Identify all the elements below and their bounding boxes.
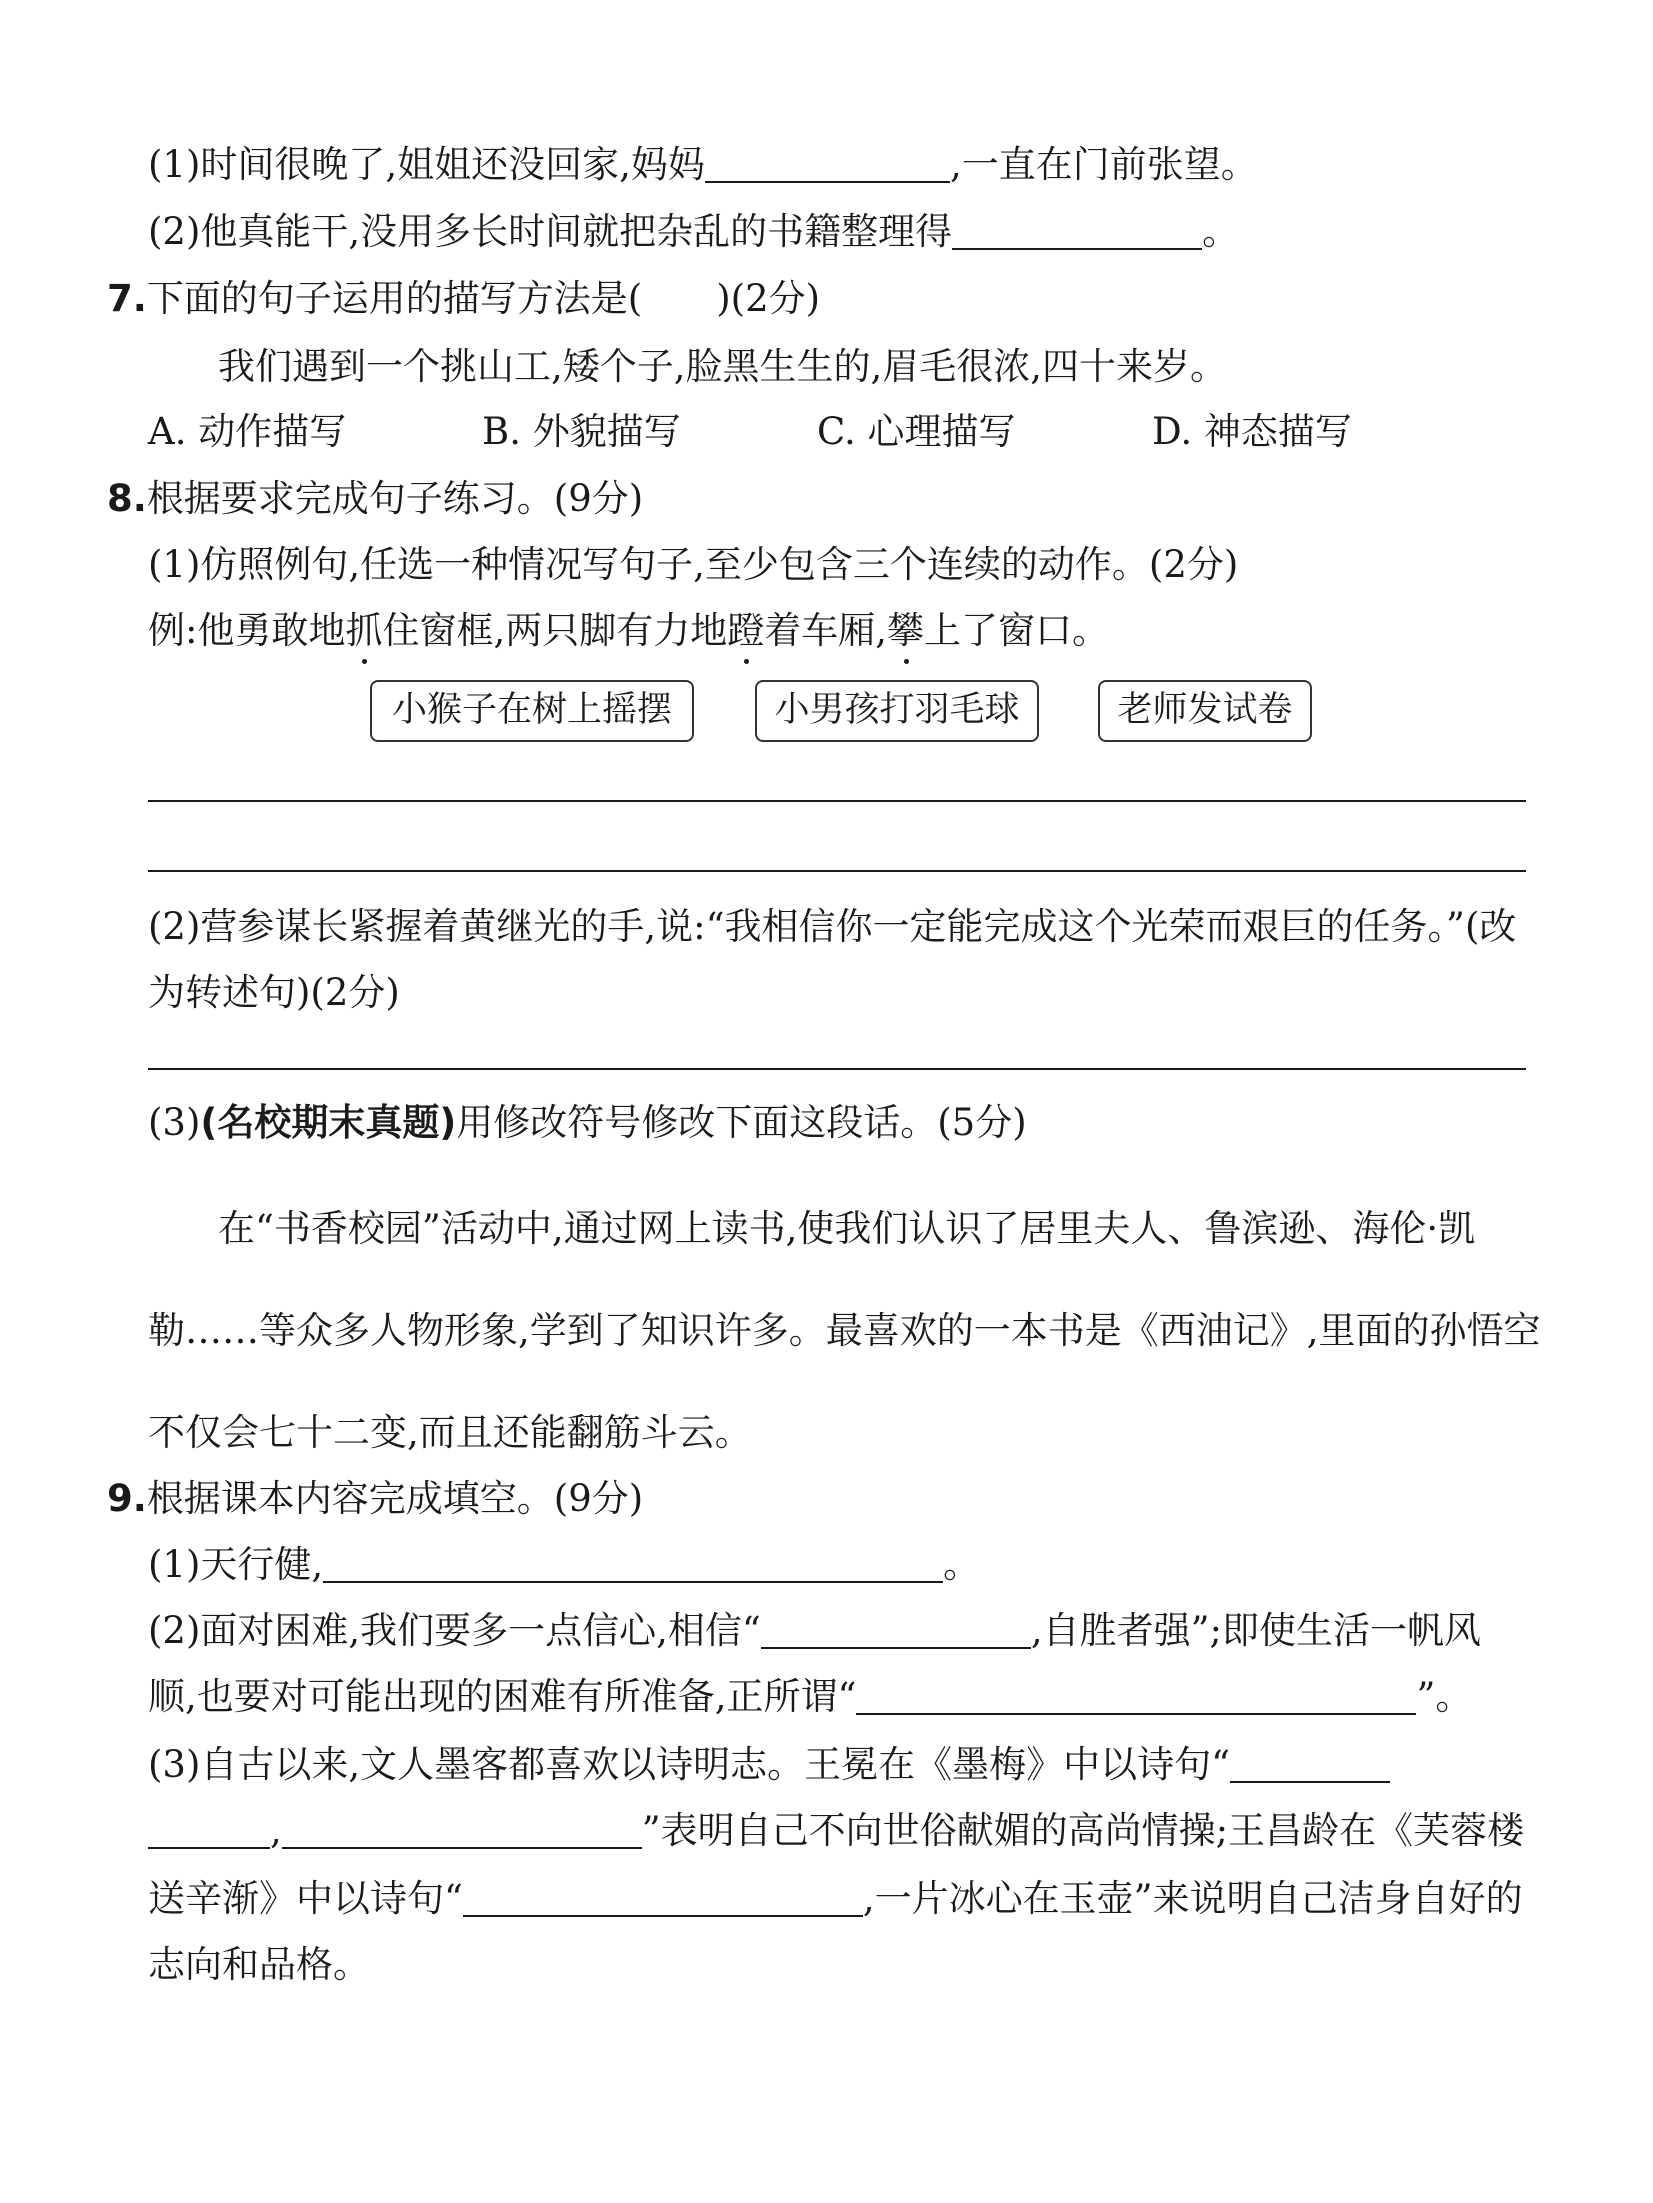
q8-example-text-2: 住窗框,两只脚有力地 [382,609,728,652]
q8-part3-number: (3) [148,1101,201,1144]
q7-stem [107,277,821,320]
q9-p2-text-c: 顺,也要对可能出现的困难有所准备,正所谓“ [148,1675,857,1718]
q7-stem-text: 下面的句子运用的描写方法是( )(2分) [146,277,821,320]
q8-example [148,609,1109,652]
q8-example-text-1: 例:他勇敢地 [148,609,346,652]
q8-number: 8. [107,477,147,520]
q9-number: 9. [107,1477,147,1520]
q9-p3-blank-1b[interactable] [148,1817,270,1849]
q6-s2-blank[interactable] [952,218,1202,250]
q8-paragraph-line-3: 不仅会七十二变,而且还能翻筋斗云。 [148,1411,752,1454]
q9-p3-text-e: ,一片冰心在玉壶”来说明自己洁身自好的 [862,1877,1523,1920]
q8-part3-instruction [148,1101,1027,1144]
q9-p1-blank[interactable] [323,1551,943,1583]
q6-s1-blank[interactable] [705,151,950,183]
q9-p2-text-a: (2)面对困难,我们要多一点信心,相信“ [148,1609,761,1652]
q9-p3-text-a: (3)自古以来,文人墨客都喜欢以诗明志。王冕在《墨梅》中以诗句“ [148,1743,1231,1786]
q7-number: 7. [107,277,147,320]
q9-p1-text-a: (1)天行健, [148,1543,324,1586]
q9-p3-blank-3[interactable] [463,1885,863,1917]
q9-p2-text-d: ”。 [1416,1675,1473,1718]
q8-example-dot-2: 蹬 [727,609,765,652]
q9-part3-line-1 [148,1743,1390,1786]
q9-p2-blank-1[interactable] [761,1617,1031,1649]
q8-answer-line-1[interactable] [148,800,1526,802]
q8-example-text-4: 上了窗口。 [924,609,1109,652]
q6-sentence-2 [148,210,1240,253]
q6-sentence-1 [148,143,1258,186]
q8-paragraph-line-2: 勒……等众多人物形象,学到了知识许多。最喜欢的一本书是《西油记》,里面的孙悟空 [148,1309,1541,1352]
q9-p3-blank-1a[interactable] [1230,1751,1390,1783]
q9-part3-line-4: 志向和品格。 [148,1943,370,1986]
q7-option-c[interactable]: C. 心理描写 [817,410,1016,453]
q8-choice-monkey[interactable]: 小猴子在树上摇摆 [370,680,694,742]
q9-p3-text-b: , [270,1809,282,1852]
q8-paragraph-line-1: 在“书香校园”活动中,通过网上读书,使我们认识了居里夫人、鲁滨逊、海伦·凯 [218,1207,1476,1250]
q8-part1-instruction: (1)仿照例句,任选一种情况写句子,至少包含三个连续的动作。(2分) [148,543,1239,586]
q9-part2-line-1 [148,1609,1482,1652]
q7-option-a[interactable]: A. 动作描写 [148,410,347,453]
q8-choice-teacher[interactable]: 老师发试卷 [1098,680,1312,742]
q8-answer-line-2[interactable] [148,870,1526,872]
q9-part3-line-3 [148,1877,1523,1920]
q7-option-d[interactable]: D. 神态描写 [1152,410,1352,453]
q9-stem [107,1477,644,1520]
q7-option-b[interactable]: B. 外貌描写 [482,410,681,453]
q9-p3-blank-2[interactable] [282,1817,642,1849]
q8-part3-source-tag: (名校期末真题) [200,1101,457,1144]
q9-p3-text-d: 送辛渐》中以诗句“ [148,1877,463,1920]
q9-p1-text-b: 。 [943,1543,981,1586]
q8-stem-text: 根据要求完成句子练习。(9分) [146,477,644,520]
q8-part3-text: 用修改符号修改下面这段话。(5分) [456,1101,1027,1144]
q9-part3-line-2 [148,1809,1525,1852]
q9-stem-text: 根据课本内容完成填空。(9分) [146,1477,644,1520]
q9-part2-line-2 [148,1675,1473,1718]
q9-p2-text-b: ,自胜者强”;即使生活一帆风 [1030,1609,1482,1652]
q8-stem [107,477,644,520]
q6-s2-text-a: (2)他真能干,没用多长时间就把杂乱的书籍整理得 [148,210,953,253]
q6-s2-text-b: 。 [1202,210,1240,253]
q9-p2-blank-2[interactable] [856,1683,1416,1715]
q8-choice-badminton[interactable]: 小男孩打羽毛球 [755,680,1039,742]
q8-part2-line-1: (2)营参谋长紧握着黄继光的手,说:“我相信你一定能完成这个光荣而艰巨的任务。”(改 [148,905,1517,948]
q8-example-dot-1: 抓 [345,609,383,652]
q8-part2-answer-line[interactable] [148,1068,1526,1070]
q6-s1-text-b: ,一直在门前张望。 [949,143,1258,186]
q8-part2-line-2: 为转述句)(2分) [148,971,400,1014]
q8-example-text-3: 着车厢, [764,609,887,652]
q7-sentence [218,345,1228,388]
q7-sentence-text: 我们遇到一个挑山工,矮个子,脸黑生生的,眉毛很浓,四十来岁。 [218,345,1228,388]
q9-p3-text-c: ”表明自己不向世俗献媚的高尚情操;王昌龄在《芙蓉楼 [641,1809,1525,1852]
q9-part1 [148,1543,981,1586]
q6-s1-text-a: (1)时间很晚了,姐姐还没回家,妈妈 [148,143,705,186]
q8-example-dot-3: 攀 [887,609,924,652]
